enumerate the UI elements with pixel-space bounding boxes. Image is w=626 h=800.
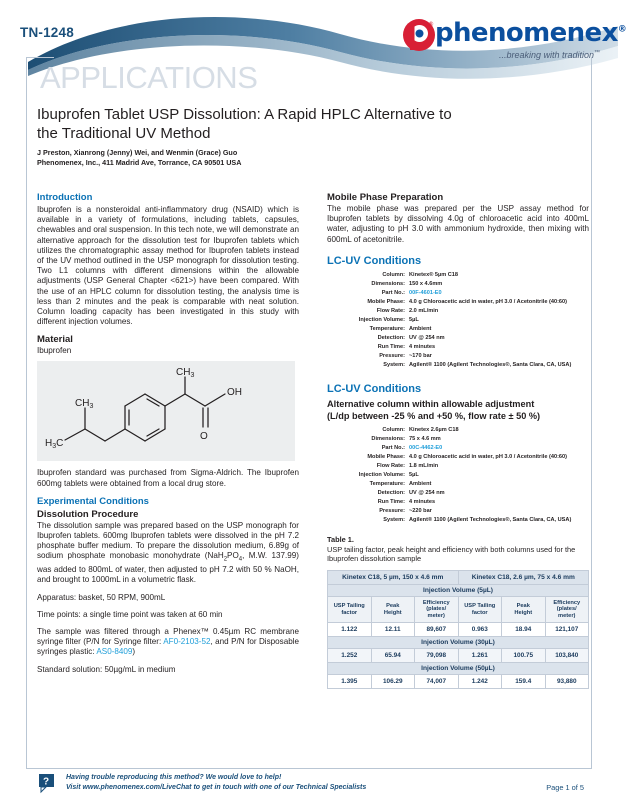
- table-cell: 100.75: [502, 649, 546, 663]
- filter-text-mid: , and P/N for Disposable syringes plastic:: [37, 637, 299, 657]
- table-cell: 12.11: [371, 623, 415, 637]
- table-1-caption-text: USP tailing factor, peak height and efficiency with both columns used for the Ibuprofen dissolution sample: [327, 544, 576, 564]
- filter-text-post: ): [132, 647, 136, 657]
- spec-key: Dimensions:: [371, 436, 405, 443]
- table-cell: 159.4: [502, 675, 546, 689]
- standard-solution-line: Standard solution: 50µg/mL in medium: [37, 664, 176, 674]
- spec-value: 4.0 g Chloroacetic acid in water, pH 3.0 / Acetonitrile (40:60): [409, 453, 568, 460]
- lcuv-conditions-1-heading: LC-UV Conditions: [327, 254, 422, 267]
- spec-value: 4.0 g Chloroacetic acid in water, pH 3.0 / Acetonitrile (40:60): [409, 299, 568, 306]
- spec-part-number-link[interactable]: 00F-4601-E0: [409, 290, 442, 297]
- spec-row: [339, 307, 589, 316]
- table-cell: 93,880: [545, 675, 589, 689]
- lcuv-conditions-2-heading: LC-UV Conditions: [327, 382, 422, 395]
- material-name: Ibuprofen: [37, 346, 72, 356]
- spec-row: [339, 489, 589, 498]
- spec-row: [339, 435, 589, 444]
- spec-row: [339, 507, 589, 516]
- logo-word-text: phenomenex: [435, 18, 618, 48]
- spec-key: Run Time:: [377, 344, 405, 351]
- mobile-phase-body: The mobile phase was prepared per the USP assay method for Ibuprofen tablets by dissolving 4.0g of chloroacetic acid into 400mL water, adjusting to pH 3.0 with ammonium hydroxide, then mixing with 600mL of acetonitrile.: [327, 204, 589, 244]
- alternative-column-subheading: [327, 398, 589, 422]
- ibuprofen-skeletal-diagram: [37, 361, 295, 461]
- logo-tagline-text: ...breaking with tradition: [498, 50, 594, 60]
- injection-volume-label: Injection Volume (50µL): [328, 663, 589, 675]
- spec-row: [339, 361, 589, 370]
- column-group-header: Kinetex C18, 5 µm, 150 x 4.6 mm: [328, 570, 459, 584]
- spec-key: Dimensions:: [371, 281, 405, 288]
- experimental-conditions-heading: Experimental Conditions: [37, 495, 149, 507]
- footer-line-2[interactable]: Visit www.phenomenex.com/LiveChat to get in touch with one of our Technical Specialists: [66, 783, 367, 791]
- spec-row: [339, 426, 589, 435]
- spec-row: [339, 280, 589, 289]
- column-header: USP Tailing factor: [458, 596, 502, 623]
- phenomenex-wordmark: [435, 18, 626, 48]
- spec-row: [339, 352, 589, 361]
- table-cell: 18.94: [502, 623, 546, 637]
- spec-value: 4 minutes: [409, 498, 436, 505]
- subscript-4: 4: [238, 557, 243, 564]
- lcuv-conditions-2-table: [339, 426, 589, 525]
- injection-volume-section-row: [328, 663, 589, 675]
- table-cell: 1.395: [328, 675, 372, 689]
- spec-key: Detection:: [377, 335, 405, 342]
- dissolution-text-a: The dissolution sample was prepared based on the USP monograph for Ibuprofen tablets. 600mg Ibuprofen tablets were dissolved in the pH 7.2 phosphate buffer medium. To prepare the dissolution medium, 6.89g of sodium phosphate monobasic monohydrate (NaH: [37, 520, 299, 561]
- spec-value: Ambient: [409, 480, 432, 487]
- table-1-caption: [327, 535, 589, 563]
- label-h3c: $H_3C$: [45, 438, 64, 451]
- applications-watermark: APPLICATIONS: [40, 60, 258, 95]
- spec-part-number-link[interactable]: 00C-4462-E0: [409, 445, 443, 451]
- right-column: [327, 192, 589, 689]
- filter-text-pre: The sample was filtered through a Phenex™ 0.45µm RC membrane syringe filter (P/N for Syringe filter:: [37, 627, 299, 647]
- syringe-filter-part-number-link[interactable]: AF0-2103-52: [163, 637, 211, 647]
- table-cell: 89,607: [415, 623, 459, 637]
- introduction-heading: Introduction: [37, 192, 93, 203]
- spec-value: 5µL: [409, 317, 419, 324]
- page-title: Ibuprofen Tablet USP Dissolution: A Rapid HPLC Alternative to the Traditional UV Method: [37, 106, 452, 142]
- column-header: Efficiency (plates/ meter): [545, 596, 589, 623]
- table-cell: 1.122: [328, 623, 372, 637]
- spec-key: System:: [383, 362, 405, 369]
- spec-value: Kinetex® 5µm C18: [409, 272, 459, 279]
- registered-mark-icon: ®: [617, 24, 626, 35]
- page-number: Page 1 of 5: [546, 783, 584, 792]
- label-ch3-mid: $CH_3$: [75, 398, 94, 411]
- author-affiliation: Phenomenex, Inc., 411 Madrid Ave, Torrance, CA 90501 USA: [37, 157, 242, 167]
- dissolution-procedure-heading: Dissolution Procedure: [37, 508, 139, 520]
- spec-row: [339, 334, 589, 343]
- table-cell: 1.261: [458, 649, 502, 663]
- spec-key: Column:: [382, 272, 405, 279]
- spec-key: Detection:: [377, 489, 405, 496]
- spec-value: 150 x 4.6mm: [409, 281, 443, 288]
- material-body: Ibuprofen standard was purchased from Sigma-Aldrich. The Ibuprofen 600mg tablets were obtained from a local drug store.: [37, 468, 299, 488]
- spec-key: Part No.:: [381, 445, 405, 451]
- label-oh: OH: [227, 387, 242, 399]
- injection-volume-section-row: [328, 637, 589, 649]
- spec-key: Injection Volume:: [358, 471, 405, 478]
- spec-row: [339, 515, 589, 524]
- label-ch3-top: $CH_3$: [176, 367, 195, 380]
- table-column-header-row: [328, 596, 589, 623]
- spec-key: Flow Rate:: [376, 308, 405, 315]
- spec-row: [339, 453, 589, 462]
- lcuv-conditions-1-table: [339, 271, 589, 370]
- spec-row: [339, 343, 589, 352]
- spec-value: ~220 bar: [409, 507, 432, 514]
- table-row: [328, 623, 589, 637]
- column-header: Peak Height: [371, 596, 415, 623]
- table-cell: 74,007: [415, 675, 459, 689]
- table-cell: 103,840: [545, 649, 589, 663]
- dissolution-procedure-body: [37, 521, 299, 586]
- spec-key: Pressure:: [379, 507, 405, 514]
- spec-value: Kinetex 2.6µm C18: [409, 427, 459, 434]
- table-group-header-row: [328, 570, 589, 584]
- injection-volume-section-row: [328, 584, 589, 596]
- left-column: [37, 192, 299, 682]
- spec-row: [339, 316, 589, 325]
- timepoints-line: Time points: a single time point was taken at 60 min: [37, 609, 223, 619]
- spec-key: Run Time:: [377, 498, 405, 505]
- spec-row: [339, 480, 589, 489]
- column-group-header: Kinetex C18, 2.6 µm, 75 x 4.6 mm: [458, 570, 589, 584]
- spec-key: Column:: [382, 427, 405, 434]
- column-header: Efficiency (plates/ meter): [415, 596, 459, 623]
- spec-value: 1.8 mL/min: [409, 462, 439, 469]
- spec-key: Mobile Phase:: [367, 453, 405, 460]
- question-chat-icon: [38, 773, 58, 793]
- spec-row: [339, 325, 589, 334]
- apparatus-line: Apparatus: basket, 50 RPM, 900mL: [37, 592, 166, 602]
- alt-subheading-line1: Alternative column within allowable adjustment: [327, 398, 535, 409]
- column-header: USP Tailing factor: [328, 596, 372, 623]
- author-block: [37, 148, 457, 167]
- alt-subheading-line2: (L/dp between -25 % and +50 %, flow rate ± 50 %): [327, 410, 541, 421]
- spec-key: Part No.:: [381, 290, 405, 297]
- ibuprofen-structure-figure: [37, 361, 295, 461]
- table-cell: 1.242: [458, 675, 502, 689]
- spec-row: [339, 289, 589, 298]
- spec-value: 2.0 mL/min: [409, 308, 439, 315]
- spec-key: Temperature:: [369, 480, 405, 487]
- spec-key: Pressure:: [379, 353, 405, 360]
- spec-value: Ambient: [409, 326, 432, 333]
- column-header: Peak Height: [502, 596, 546, 623]
- spec-row: [339, 271, 589, 280]
- spec-value: ~170 bar: [409, 353, 432, 360]
- results-data-table: [327, 570, 589, 690]
- spec-value: Agilent® 1100 (Agilent Technologies®, Santa Clara, CA, USA): [409, 362, 572, 369]
- svg-text:®: ®: [428, 21, 434, 28]
- spec-key: Flow Rate:: [376, 462, 405, 469]
- page-footer: [26, 769, 592, 800]
- injection-volume-label: Injection Volume (30µL): [328, 637, 589, 649]
- spec-key: System:: [383, 516, 405, 523]
- spec-value: Agilent® 1100 (Agilent Technologies®, Santa Clara, CA, USA): [409, 516, 572, 523]
- spec-key: Mobile Phase:: [367, 299, 405, 306]
- spec-key: Temperature:: [369, 326, 405, 333]
- spec-row: [339, 462, 589, 471]
- spec-value: 5µL: [409, 471, 419, 478]
- dissolution-text-b: PO: [227, 551, 239, 561]
- spec-row: [339, 498, 589, 507]
- trademark-icon: ™: [594, 50, 600, 56]
- syringe-plastic-part-number-link[interactable]: AS0-8409: [96, 647, 133, 657]
- table-cell: 0.963: [458, 623, 502, 637]
- spec-row: [339, 444, 589, 453]
- introduction-body: Ibuprofen is a nonsteroidal anti-inflammatory drug (NSAID) which is available in a variety of formulations, including tablets, capsules, chewables and oral suspension. In this tech note, we will demonstrate an alternative approach for the dissolution test for Ibuprofen tablets which utilizes the chromatographic assay method for Ibuprofen tablets instead of the UV method outlined in the USP monograph for dissolution testing. Two L1 columns with different dimensions within the allowable adjustments (USP General Chapter <621>) have been compared. With the use of an HPLC column for dissolution testing, the analysis time is less than 2 minutes and the peak is comparable with neat solution. Column loading capacity has been investigated in this study with different injection volumes.: [37, 205, 299, 327]
- table-row: [328, 649, 589, 663]
- table-cell: 65.94: [371, 649, 415, 663]
- material-heading: Material: [37, 334, 73, 346]
- spec-value: UV @ 254 nm: [409, 489, 445, 496]
- table-1-label: Table 1.: [327, 535, 354, 545]
- spec-value: 75 x 4.6 mm: [409, 436, 441, 443]
- phenomenex-p-icon: [402, 18, 436, 52]
- dissolution-text-c: , M.W. 137.99) was added to 800mL of water, then adjusted to pH 7.2 with 50 % NaOH, and brought to 1000mL in a volumetric flask.: [37, 551, 299, 585]
- footer-help-text: [66, 773, 366, 792]
- tech-note-number: TN-1248: [20, 25, 74, 40]
- mobile-phase-heading: Mobile Phase Preparation: [327, 192, 444, 203]
- spec-value: UV @ 254 nm: [409, 335, 445, 342]
- spec-row: [339, 298, 589, 307]
- spec-value: 4 minutes: [409, 344, 436, 351]
- footer-line-1: Having trouble reproducing this method? We would love to help!: [66, 774, 282, 781]
- injection-volume-label: Injection Volume (5µL): [328, 584, 589, 596]
- author-names: J Preston, Xianrong (Jenny) Wei, and Wenmin (Grace) Guo: [37, 148, 238, 157]
- table-cell: 1.252: [328, 649, 372, 663]
- subscript-2: 2: [223, 557, 228, 564]
- table-cell: 121,107: [545, 623, 589, 637]
- spec-row: [339, 471, 589, 480]
- label-o: O: [200, 431, 208, 443]
- svg-text:?: ?: [43, 776, 50, 788]
- spec-key: Injection Volume:: [358, 317, 405, 324]
- table-cell: 79,098: [415, 649, 459, 663]
- table-row: [328, 675, 589, 689]
- filter-line: [37, 627, 299, 658]
- table-cell: 106.29: [371, 675, 415, 689]
